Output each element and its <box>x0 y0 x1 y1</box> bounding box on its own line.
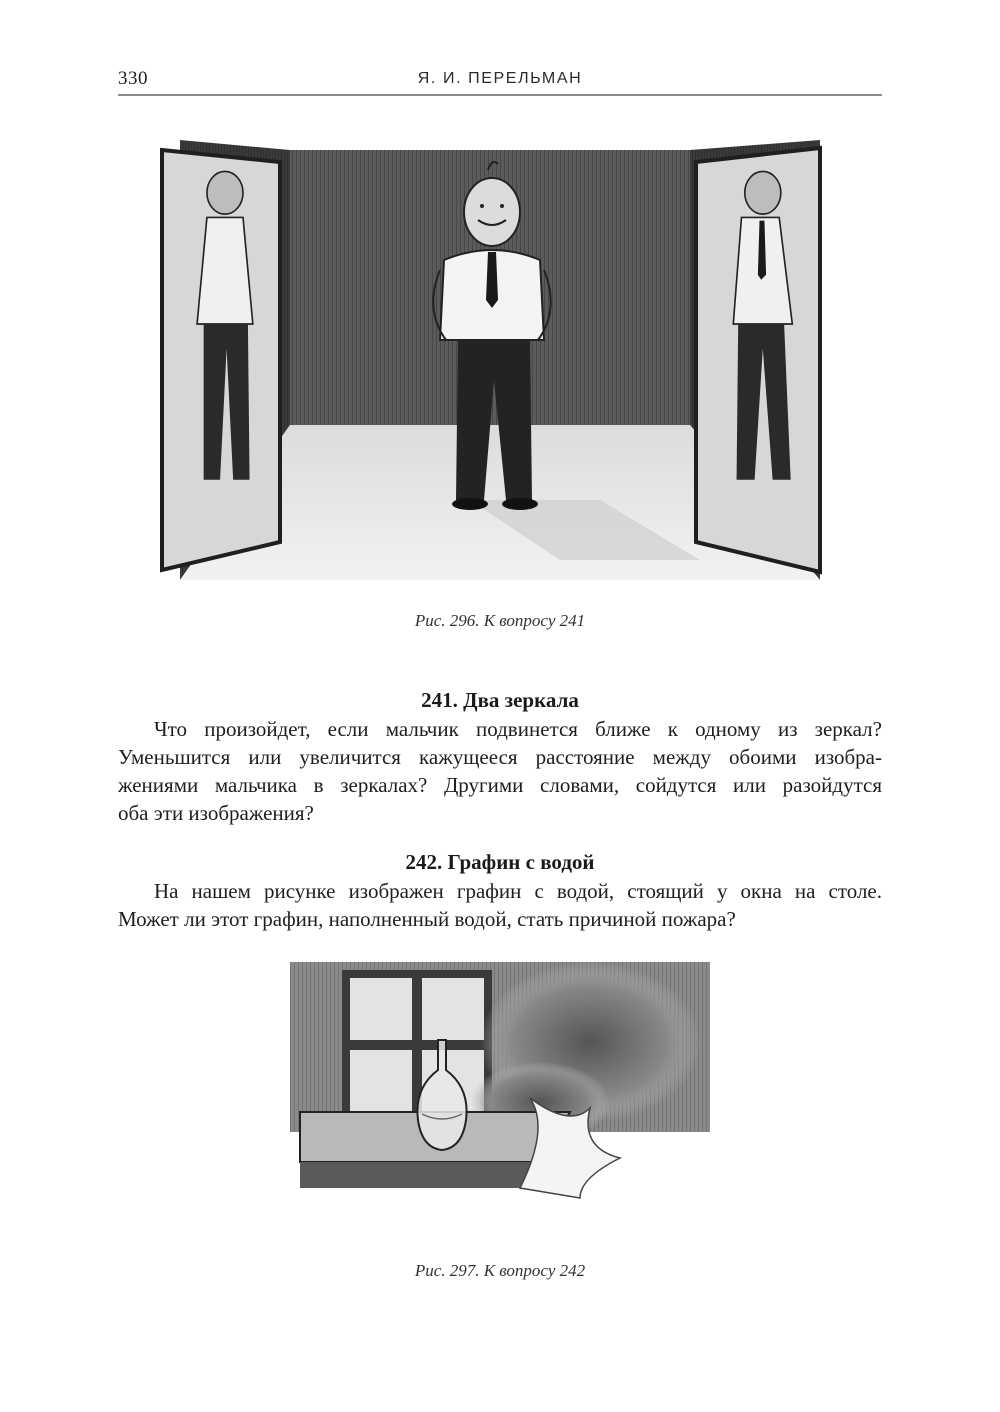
figure-two-mirrors-illustration <box>140 140 860 580</box>
page-number: 330 <box>118 68 148 89</box>
text-line: Что произойдет, если мальчик подвинется ближе к одному из зеркал? <box>154 717 882 741</box>
section-text <box>118 877 882 933</box>
running-title: Я. И. ПЕРЕЛЬМАН <box>417 70 583 87</box>
figure-carafe-window-illustration <box>290 962 710 1224</box>
figure-caption: Рис. 297. К вопросу 242 <box>414 1261 586 1280</box>
section-title: 241. Два зеркала <box>421 688 579 712</box>
text-line: Может ли этот графин, наполненный водой, стать причиной пожара? <box>118 907 736 931</box>
text-line: оба эти изображения? <box>118 801 314 825</box>
section-title: 242. Графин с водой <box>405 850 595 874</box>
text-line: Уменьшится или увеличится кажущееся расстояние между обоими изобра- <box>118 745 882 769</box>
text-line: На нашем рисунке изображен графин с водой, стоящий у окна на столе. <box>154 879 882 903</box>
figure-caption: Рис. 296. К вопросу 241 <box>414 611 586 630</box>
header-rule <box>118 94 882 96</box>
text-line: жениями мальчика в зеркалах? Другими словами, сойдутся или разойдутся <box>118 773 882 797</box>
section-text <box>118 715 882 827</box>
